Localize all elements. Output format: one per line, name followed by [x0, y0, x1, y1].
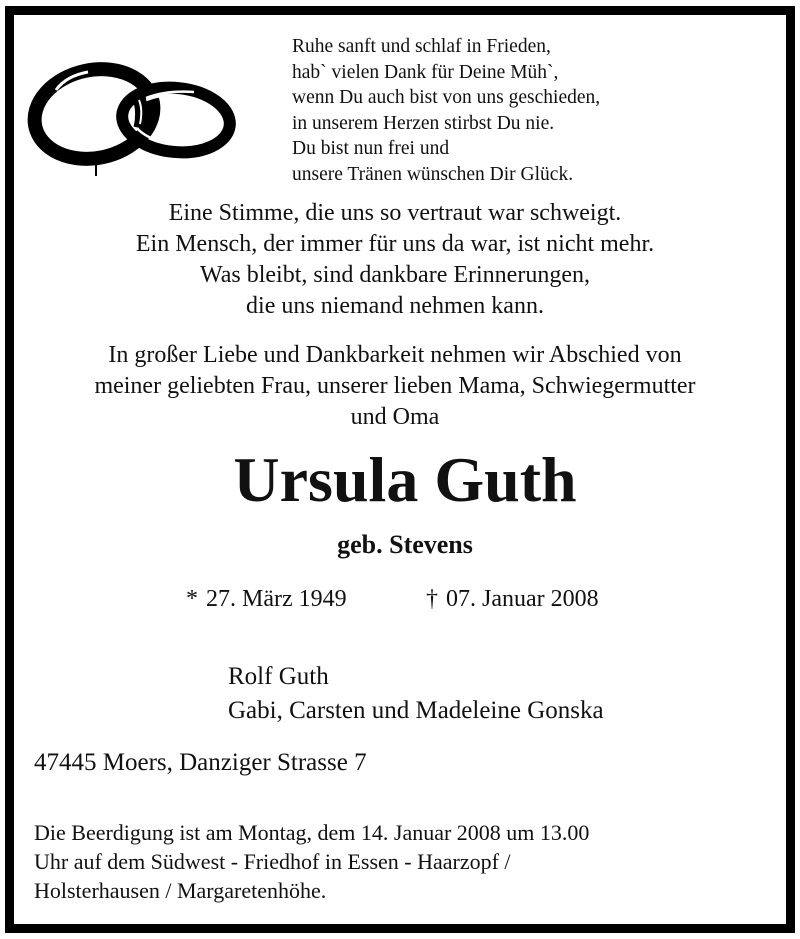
poem-line: wenn Du auch bist von uns geschieden,: [292, 87, 601, 108]
poem-line: Ruhe sanft und schlaf in Frieden,: [292, 36, 551, 57]
quote-line: Eine Stimme, die uns so vertraut war schweigt.: [168, 200, 622, 226]
wedding-rings-icon: [26, 50, 246, 180]
maiden-name: geb. Stevens: [337, 530, 473, 559]
birth-date: 27. März 1949: [206, 586, 347, 612]
quote-line: die uns niemand nehmen kann.: [246, 293, 544, 319]
mourner-line: Gabi, Carsten und Madeleine Gonska: [228, 697, 604, 724]
poem-line: unsere Tränen wünschen Dir Glück.: [292, 163, 574, 185]
mourner-line: Rolf Guth: [228, 663, 329, 690]
quote-line: Ein Mensch, der immer für uns da war, ist nicht mehr.: [135, 231, 655, 257]
farewell-intro: [0, 340, 790, 433]
life-dates: [186, 584, 599, 615]
funeral-line: Uhr auf dem Südwest - Friedhof in Essen - Haarzopf /: [34, 849, 511, 874]
quote-line: Was bleibt, sind dankbare Erinnerungen,: [200, 262, 590, 288]
address: 47445 Moers, Danziger Strasse 7: [34, 749, 367, 776]
poem-line: Du bist nun frei und: [292, 138, 450, 159]
deceased-name: Ursula Guth: [233, 444, 577, 515]
intro-line: und Oma: [350, 404, 440, 430]
death-cross-icon: †: [426, 586, 438, 612]
intro-line: In großer Liebe und Dankbarkeit nehmen wir Abschied von: [108, 342, 682, 368]
birth-star-icon: *: [186, 586, 198, 612]
mourners: [228, 660, 604, 728]
poem-line: in unserem Herzen stirbst Du nie.: [292, 112, 555, 134]
poem-line: hab` vielen Dank für Deine Müh`,: [292, 61, 559, 83]
funeral-notice: [34, 818, 589, 905]
funeral-line: Holsterhausen / Margaretenhöhe.: [34, 878, 327, 903]
death-date-group: [426, 584, 599, 615]
intro-line: meiner geliebten Frau, unserer lieben Mama, Schwiegermutter: [94, 373, 696, 399]
memorial-quote: [0, 198, 790, 322]
funeral-line: Die Beerdigung ist am Montag, dem 14. Januar 2008 um 13.00: [34, 820, 590, 845]
death-date: 07. Januar 2008: [446, 586, 599, 612]
poem: [292, 34, 600, 187]
birth-date-group: [186, 586, 347, 612]
